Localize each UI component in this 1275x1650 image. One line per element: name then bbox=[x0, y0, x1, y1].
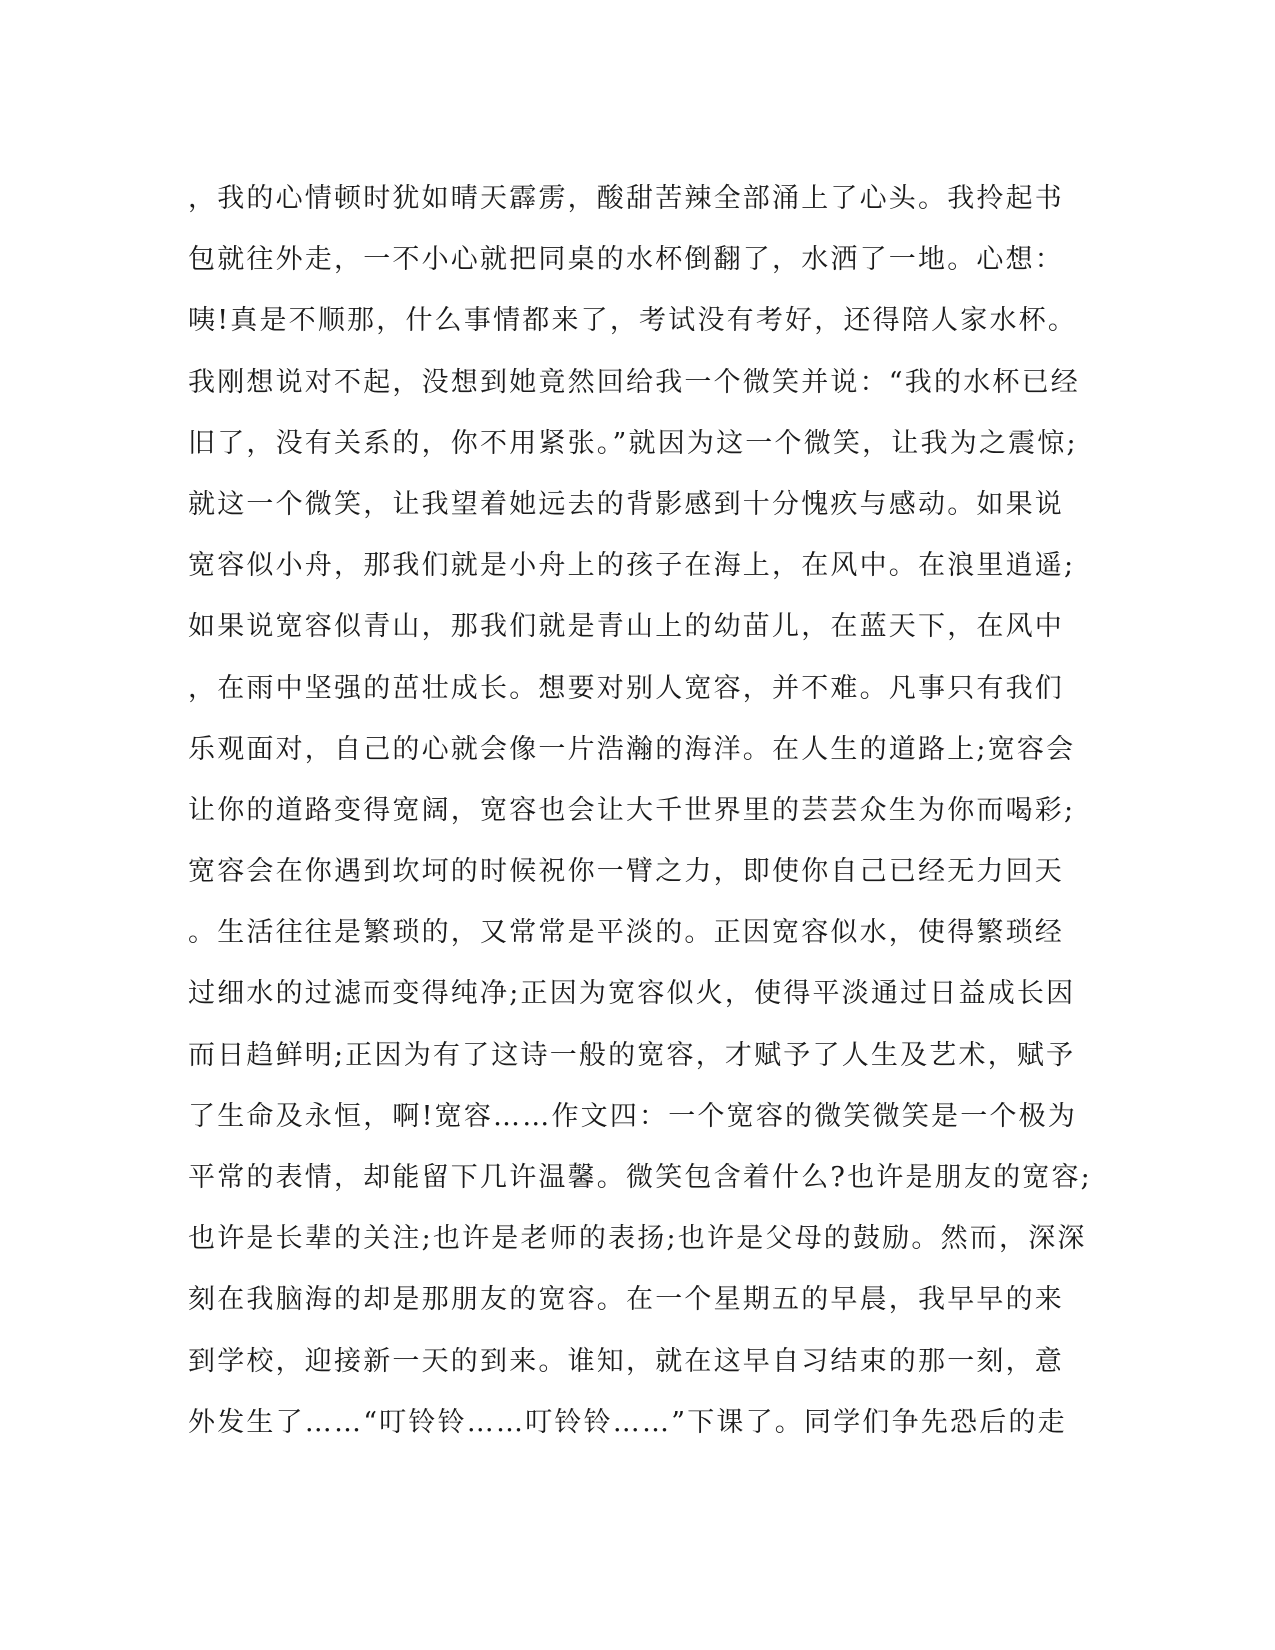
text-line-3: 咦!真是不顺那，什么事情都来了，考试没有考好，还得陪人家水杯。 bbox=[188, 305, 1078, 337]
text-line-10: 乐观面对，自己的心就会像一片浩瀚的海洋。在人生的道路上;宽容会 bbox=[188, 733, 1076, 765]
text-line-6: 就这一个微笑，让我望着她远去的背影感到十分愧疚与感动。如果说 bbox=[188, 488, 1064, 520]
text-line-15: 而日趋鲜明;正因为有了这诗一般的宽容，才赋予了人生及艺术，赋予 bbox=[188, 1039, 1076, 1071]
text-line-16: 了生命及永恒，啊!宽容……作文四：一个宽容的微笑微笑是一个极为 bbox=[188, 1100, 1078, 1132]
text-line-14: 过细水的过滤而变得纯净;正因为宽容似火，使得平淡通过日益成长因 bbox=[188, 978, 1076, 1010]
text-line-2: 包就往外走，一不小心就把同桌的水杯倒翻了，水洒了一地。心想： bbox=[188, 244, 1064, 276]
text-line-4: 我刚想说对不起，没想到她竟然回给我一个微笑并说：“我的水杯已经 bbox=[188, 366, 1081, 398]
text-line-8: 如果说宽容似青山，那我们就是青山上的幼苗儿，在蓝天下，在风中 bbox=[188, 611, 1064, 643]
text-line-13: 。生活往往是繁琐的，又常常是平淡的。正因宽容似水，使得繁琐经 bbox=[188, 917, 1064, 949]
text-line-11: 让你的道路变得宽阔，宽容也会让大千世界里的芸芸众生为你而喝彩; bbox=[188, 794, 1076, 826]
text-line-17: 平常的表情，却能留下几许温馨。微笑包含着什么?也许是朋友的宽容; bbox=[188, 1162, 1092, 1193]
text-line-5: 旧了，没有关系的，你不用紧张。”就因为这一个微笑，让我为之震惊; bbox=[188, 427, 1078, 459]
text-line-7: 宽容似小舟，那我们就是小舟上的孩子在海上，在风中。在浪里逍遥; bbox=[188, 550, 1076, 582]
text-line-20: 到学校，迎接新一天的到来。谁知，就在这早自习结束的那一刻，意 bbox=[188, 1345, 1064, 1377]
text-line-9: ，在雨中坚强的茁壮成长。想要对别人宽容，并不难。凡事只有我们 bbox=[188, 672, 1064, 704]
text-line-12: 宽容会在你遇到坎坷的时候祝你一臂之力，即使你自己已经无力回天 bbox=[188, 856, 1064, 888]
text-line-19: 刻在我脑海的却是那朋友的宽容。在一个星期五的早晨，我早早的来 bbox=[188, 1284, 1064, 1316]
text-line-18: 也许是长辈的关注;也许是老师的表扬;也许是父母的鼓励。然而，深深 bbox=[188, 1223, 1087, 1255]
text-line-21: 外发生了……“叮铃铃……叮铃铃……”下课了。同学们争先恐后的走 bbox=[188, 1406, 1067, 1438]
document-body bbox=[188, 168, 1092, 1453]
text-line-1: ，我的心情顿时犹如晴天霹雳，酸甜苦辣全部涌上了心头。我拎起书 bbox=[188, 183, 1064, 214]
